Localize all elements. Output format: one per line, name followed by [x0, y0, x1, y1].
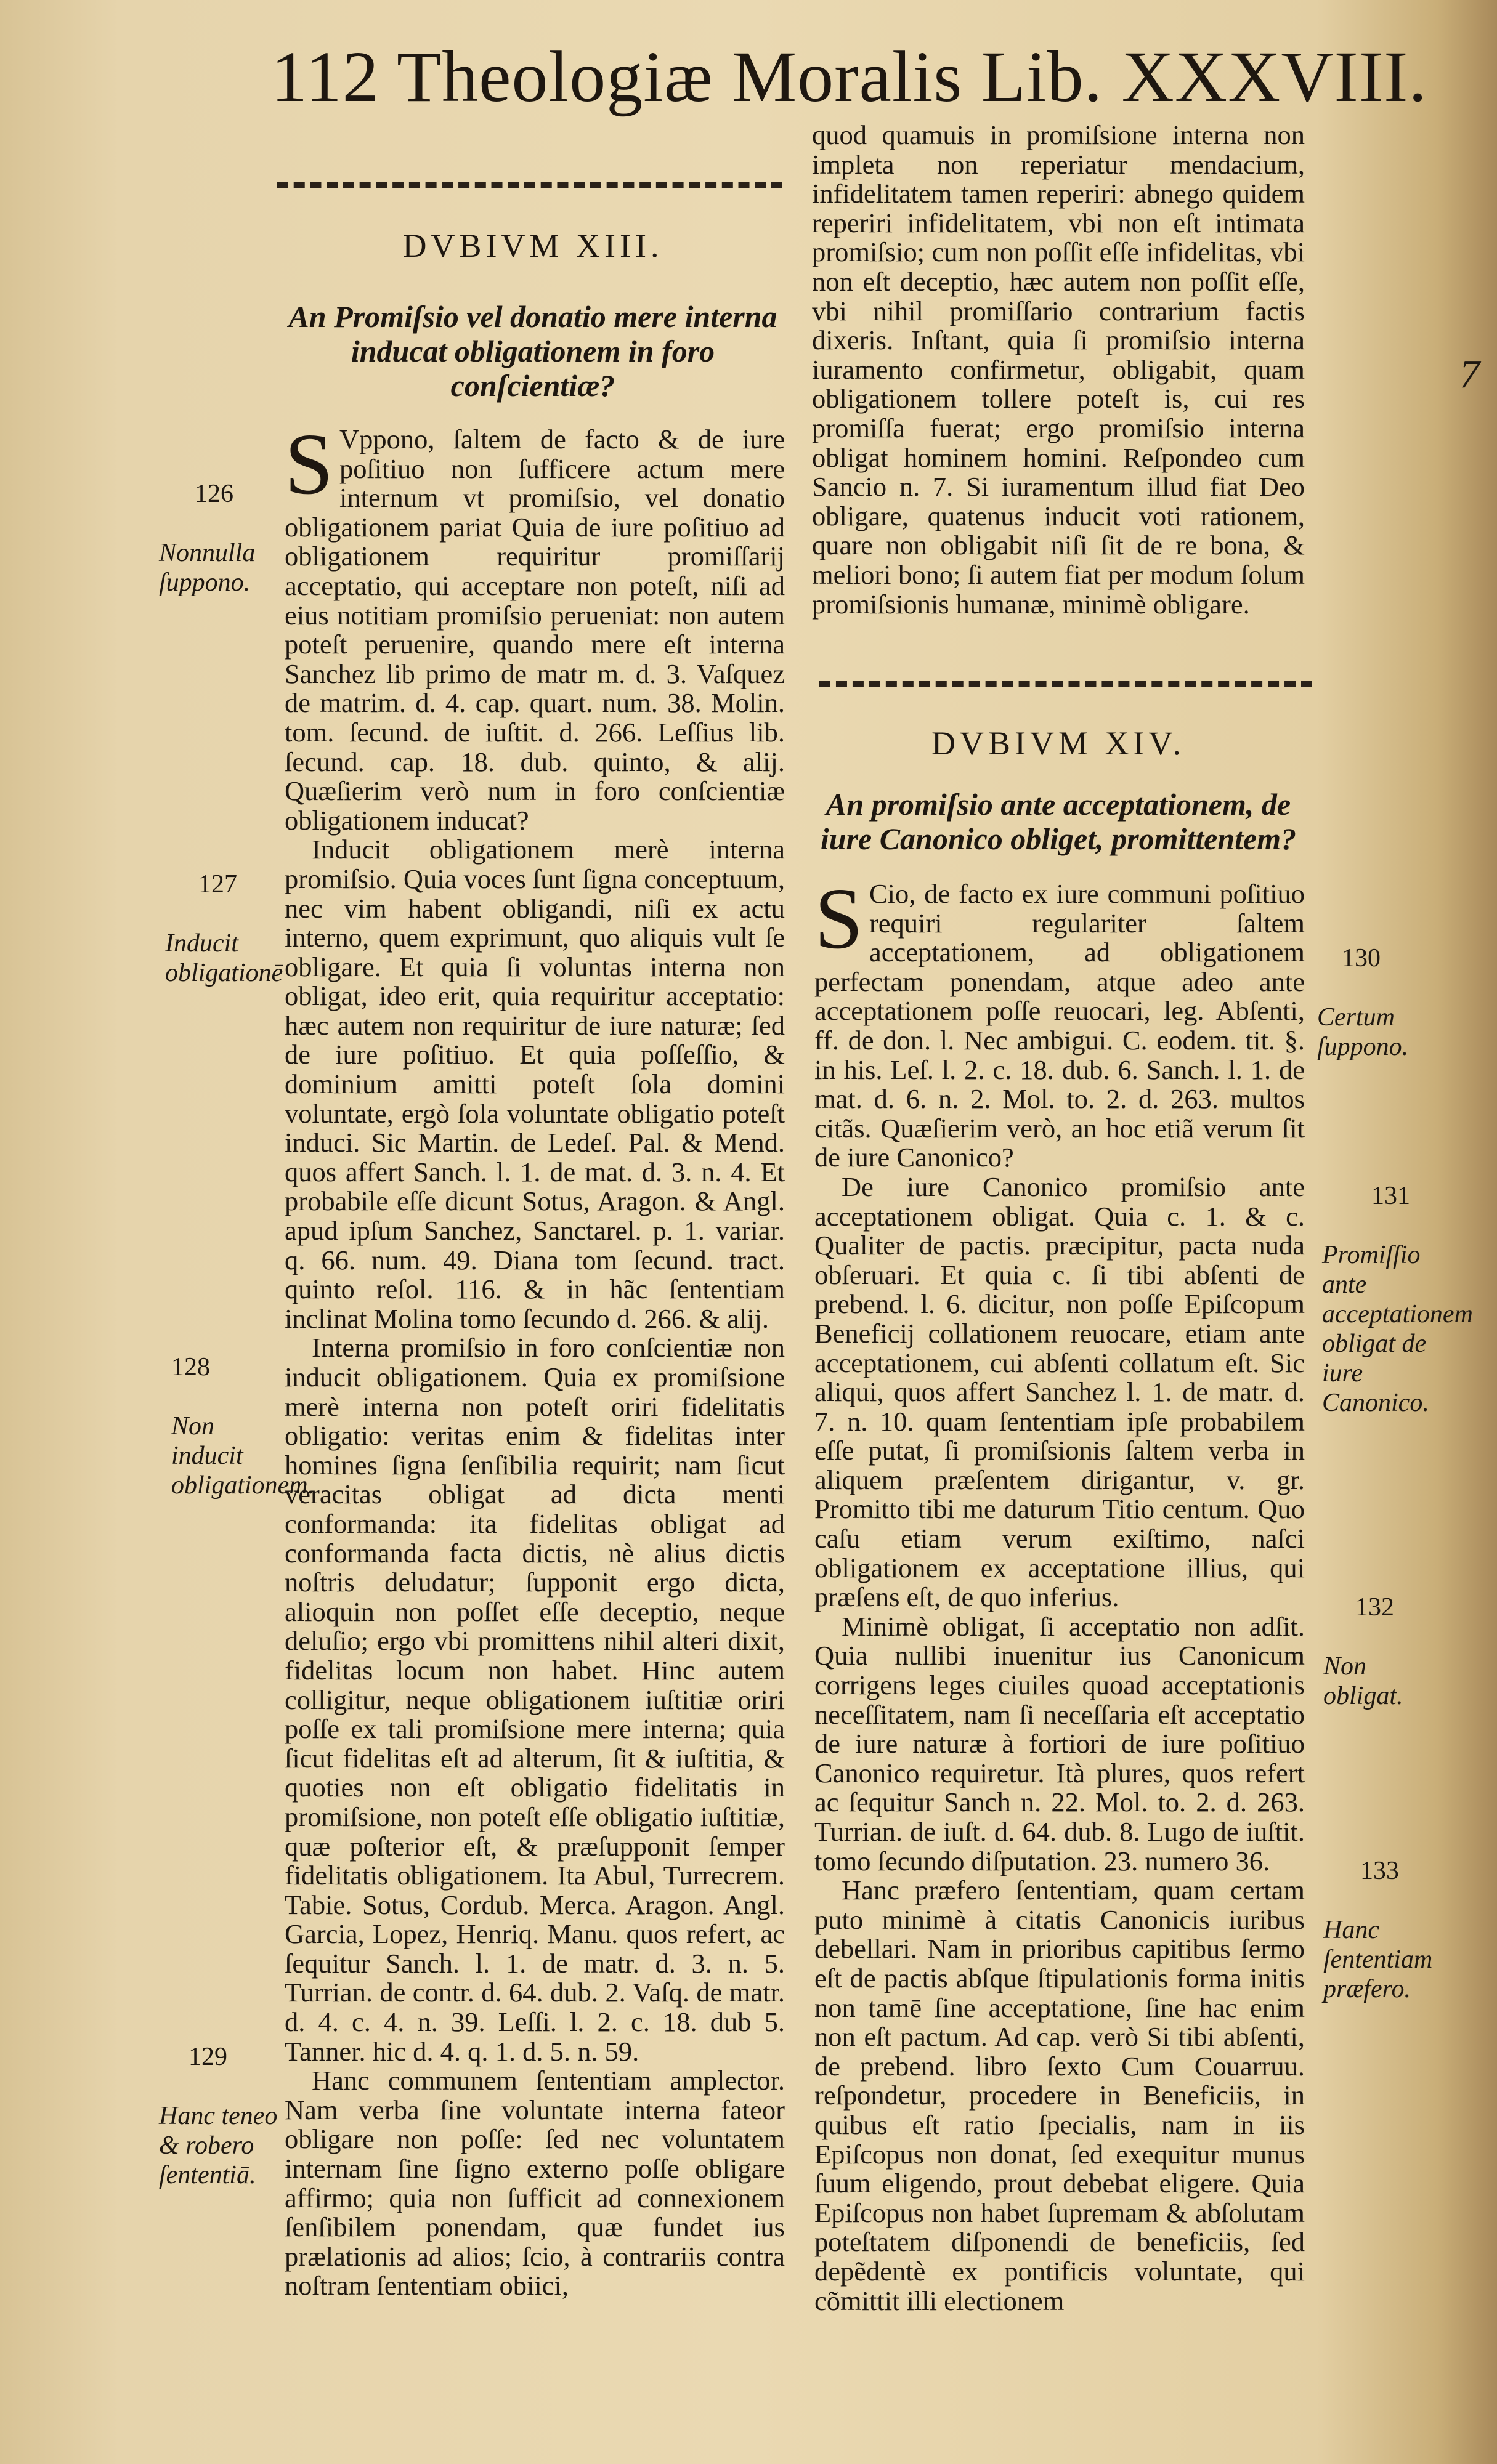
margin-note-number: 128: [171, 1353, 210, 1381]
margin-note-text: Non obligat.: [1323, 1652, 1403, 1710]
margin-note-text: Nonnulla ſuppono.: [159, 539, 256, 597]
paragraph: Hanc communem ſententiam amplector. Nam verba ſine voluntate interna fateor obligare non poſſe: ſed nec voluntatem internam ſine ſigno externo poſſe obligare affirmo; quia non ſufficit ad connexionem ſenſibilem ponendam, quæ fundet ius prælationis ad alios; ſcio, à contrariis contra noſtram ſententiam obiici,: [285, 2065, 785, 2301]
margin-note-number: 133: [1360, 1857, 1399, 1885]
paragraph: Vppono, ſaltem de facto & de iure poſitiuo non ſufficere actum mere internum vt promiſsio, vel donatio obligationem pariat Quia de iure poſitiuo ad obligationem requiritur promiſſarij acceptatio, qui acceptare non poteſt, niſi ad eius notitiam promiſsio perueniat: non autem poteſt peruenire, quando mere eſt interna Sanchez lib primo de matr m. d. 3. Vaſquez de matrim. d. 4. cap. quart. num. 38. Molin. tom. ſecund. de iuſtit. d. 266. Leſſius lib. ſecund. cap. 18. dub. quinto, & alij. Quæſierim verò num in foro conſcientiæ obligationem inducat?: [285, 424, 785, 836]
margin-note-number: 132: [1355, 1593, 1394, 1622]
margin-note-132: [1323, 1563, 1422, 1711]
margin-note-number: 131: [1371, 1182, 1410, 1210]
margin-note-128: [171, 1323, 315, 1500]
right-rule: [819, 681, 1312, 687]
margin-note-number: 127: [198, 870, 237, 899]
running-title: Theologiæ Moralis Lib. XXXVIII.: [397, 36, 1427, 117]
left-rule: [277, 182, 782, 188]
margin-note-129: [159, 2013, 282, 2190]
margin-note-126: [159, 450, 282, 597]
margin-note-127: [165, 840, 288, 988]
left-column-text: [285, 415, 785, 2301]
right-column-continuation: [812, 121, 1305, 619]
dubium-14-heading: DVBIVM XIV.: [931, 725, 1186, 762]
dropcap-right: S: [814, 870, 863, 967]
running-head: [271, 37, 1427, 117]
dubium-13-heading: DVBIVM XIII.: [402, 227, 663, 264]
margin-note-number: 130: [1342, 944, 1381, 972]
dubium-14-question: An promiſsio ante acceptationem, de iure Canonico obliget, promittentem?: [820, 787, 1297, 856]
margin-note-text: Certum ſuppono.: [1317, 1003, 1409, 1061]
paragraph: Inducit obligationem merè interna promiſsio. Quia voces ſunt ſigna conceptuum, nec vim habent obligandi, niſi ex actu interno, quem exprimunt, quo aliquis vult ſe obligare. Et quia ſi voluntas interna non obligat, ideo erit, quia requiritur acceptatio: hæc autem non requiritur de iure naturæ; ſed de iure poſitiuo. Et quia poſſeſſio, & dominium amitti poteſt ſola domini voluntate, ergò ſola voluntate obligatio poteſt induci. Sic Martin. de Ledeſ. Pal. & Mend. quos affert Sanch. l. 1. de mat. d. 3. n. 4. Et probabile eſſe dicunt Sotus, Aragon. & Angl. apud ipſum Sanchez, Sanctarel. p. 1. variar. q. 66. num. 49. Diana tom ſecund. tract. quinto reſol. 116. & in hãc ſententiam inclinat Molina tomo ſecundo d. 266. & alij.: [285, 834, 785, 1334]
margin-note-text: Non inducit obligationem.: [171, 1412, 315, 1500]
dropcap-left: S: [285, 415, 333, 512]
dubium-13-question: An Promiſsio vel donatio mere interna inducat obligationem in foro conſcientiæ?: [288, 299, 777, 403]
paragraph: Interna promiſsio in foro conſcientiæ non inducit obligationem. Quia ex promiſsione merè interna non poteſt oriri fidelitatis obligatio: veritas enim & fidelitas inter homines ſigna ſenſibilia requirit; nam ſicut veracitas obligat ad dicta menti conformanda: ita fidelitas obligat ad conformanda facta dictis, nè alius dictis noſtris deludatur; ſupponit ergo dicta, alioquin non poſſet eſſe deceptio, neque deluſio; ergo vbi promittens nihil alteri dixit, fidelitas locum non habet. Hinc autem colligitur, neque obligationem iuſtitiæ oriri poſſe ex tali promiſsione mere interna; quia ſicut fidelitas eſt ad alterum, ſit & iuſtitia, & quoties non eſt obligatio fidelitatis in promiſsione, non poteſt eſſe obligatio iuſtitiæ, quæ poſterior eſt, & præſupponit ſemper fidelitatis obligationem. Ita Abul, Turrecrem. Tabie. Sotus, Cordub. Merca. Aragon. Angl. Garcia, Lopez, Henriq. Manu. quos refert, ac ſequitur Sanch. l. 1. de matr. d. 3. n. 5. Turrian. de contr. d. 64. dub. 2. Vaſq. de matr. d. 4. c. 4. n. 39. Leſſi. l. 2. c. 18. dub 5. Tanner. hic d. 4. q. 1. d. 5. n. 59.: [285, 1332, 785, 2067]
paragraph: Minimè obligat, ſi acceptatio non adſit. Quia nullibi inuenitur ius Canonicum corrigens leges ciuiles quoad acceptationis neceſſitatem, nam ſi neceſſaria eſt acceptatio de iure naturæ à fortiori de iure poſitiuo Canonico requiretur. Ità plures, quos refert ac ſequitur Sanch n. 22. Mol. to. 2. d. 263. Turrian. de iuſt. d. 64. dub. 8. Lugo de iuſtit. tomo ſecundo diſputation. 23. numero 36.: [814, 1610, 1305, 1876]
paragraph: Cio, de facto ex iure communi poſitiuo requiri regulariter ſaltem acceptationem, ad obligationem perfectam ponendam, atque adeo ante acceptationem poſſe reuocari, leg. Abſenti, ff. de don. l. Nec ambigui. C. eodem. tit. §. in his. Leſ. l. 2. c. 18. dub. 6. Sanch. l. 1. de mat. d. 6. n. 2. Mol. to. 2. d. 263. multos citãs. Quæſierim verò, an hoc etiã verum ſit de iure Canonico?: [814, 878, 1305, 1173]
margin-note-133: [1323, 1827, 1433, 2004]
margin-note-text: Hanc ſententiam præfero.: [1323, 1916, 1433, 2003]
margin-note-number: 129: [189, 2043, 227, 2071]
margin-note-text: Inducit obligationē: [165, 929, 283, 987]
margin-note-text: Hanc teneo & robero ſententiā.: [159, 2102, 278, 2189]
paragraph: Hanc præfero ſententiam, quam certam puto minimè à citatis Canonicis iuribus debellari. Nam in prioribus capitibus ſermo eſt de pactis abſque ſtipulationis forma initis non tamē ſine acceptatione, ſine hac enim non eſt pactum. Ad cap. verò Si tibi abſenti, de prebend. libro ſexto Cum Couarruu. reſpondetur, procedere in Beneficiis, in quibus eſt ratio ſpecialis, nam in iis Epiſcopus non donat, ſed exequitur munus ſuum eligendo, prout debebat eligere. Quia Epiſcopus non habet ſupremam & abſolutam poteſtatem diſponendi de beneficiis, ſed depẽdentè ex pontificis voluntate, qui cõmittit illi electionem: [814, 1875, 1305, 2316]
paragraph: quod quamuis in promiſsione interna non impleta non reperiatur mendacium, infidelitatem tamen reperiri: abnego quidem reperiri infidelitatem, vbi non eſt intimata promiſsio; cum non poſſit eſſe infidelitas, vbi non eſt deceptio, hæc autem non poſſit eſſe, vbi nihil promiſſario contrarium factis dixeris. Inſtant, quia ſi promiſsio interna iuramento confirmetur, obligabit, quam obligationem tollere poteſt is, cui res promiſſa fuerat; ergo promiſsio interna obligat hominem homini. Reſpondeo cum Sancio n. 7. Si iuramentum illud fiat Deo obligare, quatenus inducit voti rationem, quare non obligabit niſi ſit de re bona, & meliori bono; ſi autem fiat per modum ſolum promiſsionis humanæ, minimè obligare.: [812, 119, 1305, 620]
right-column-text: [814, 870, 1305, 2316]
paragraph: De iure Canonico promiſsio ante acceptationem obligat. Quia c. 1. & c. Qualiter de pactis. præcipitur, pacta nuda obſeruari. Et quia c. ſi tibi abſenti de prebend. l. 6. dicitur, non poſſe Epiſcopum Beneficij collationem reuocare, etiam ante acceptationem, cui abſenti collatum eſt. Sic aliqui, quos affert Sanchez l. 1. de matr. d. 7. n. 10. quam ſententiam ipſe probabilem eſſe putat, ſi promiſsionis ſaltem verba in aliquem præſentem dirigantur, v. gr. Promitto tibi me daturum Titio centum. Quo caſu etiam verum exiſtimo, naſci obligationem ex acceptatione illius, qui præſens eſt, de quo inferius.: [814, 1171, 1305, 1613]
edge-mark: 7: [1459, 352, 1480, 397]
margin-note-number: 126: [195, 480, 233, 508]
margin-note-text: Promiſſio ante acceptationem obligat de iure Canonico.: [1322, 1241, 1473, 1417]
margin-note-130: [1317, 914, 1422, 1062]
margin-note-131: [1322, 1152, 1473, 1418]
page-number: 112: [271, 36, 379, 117]
